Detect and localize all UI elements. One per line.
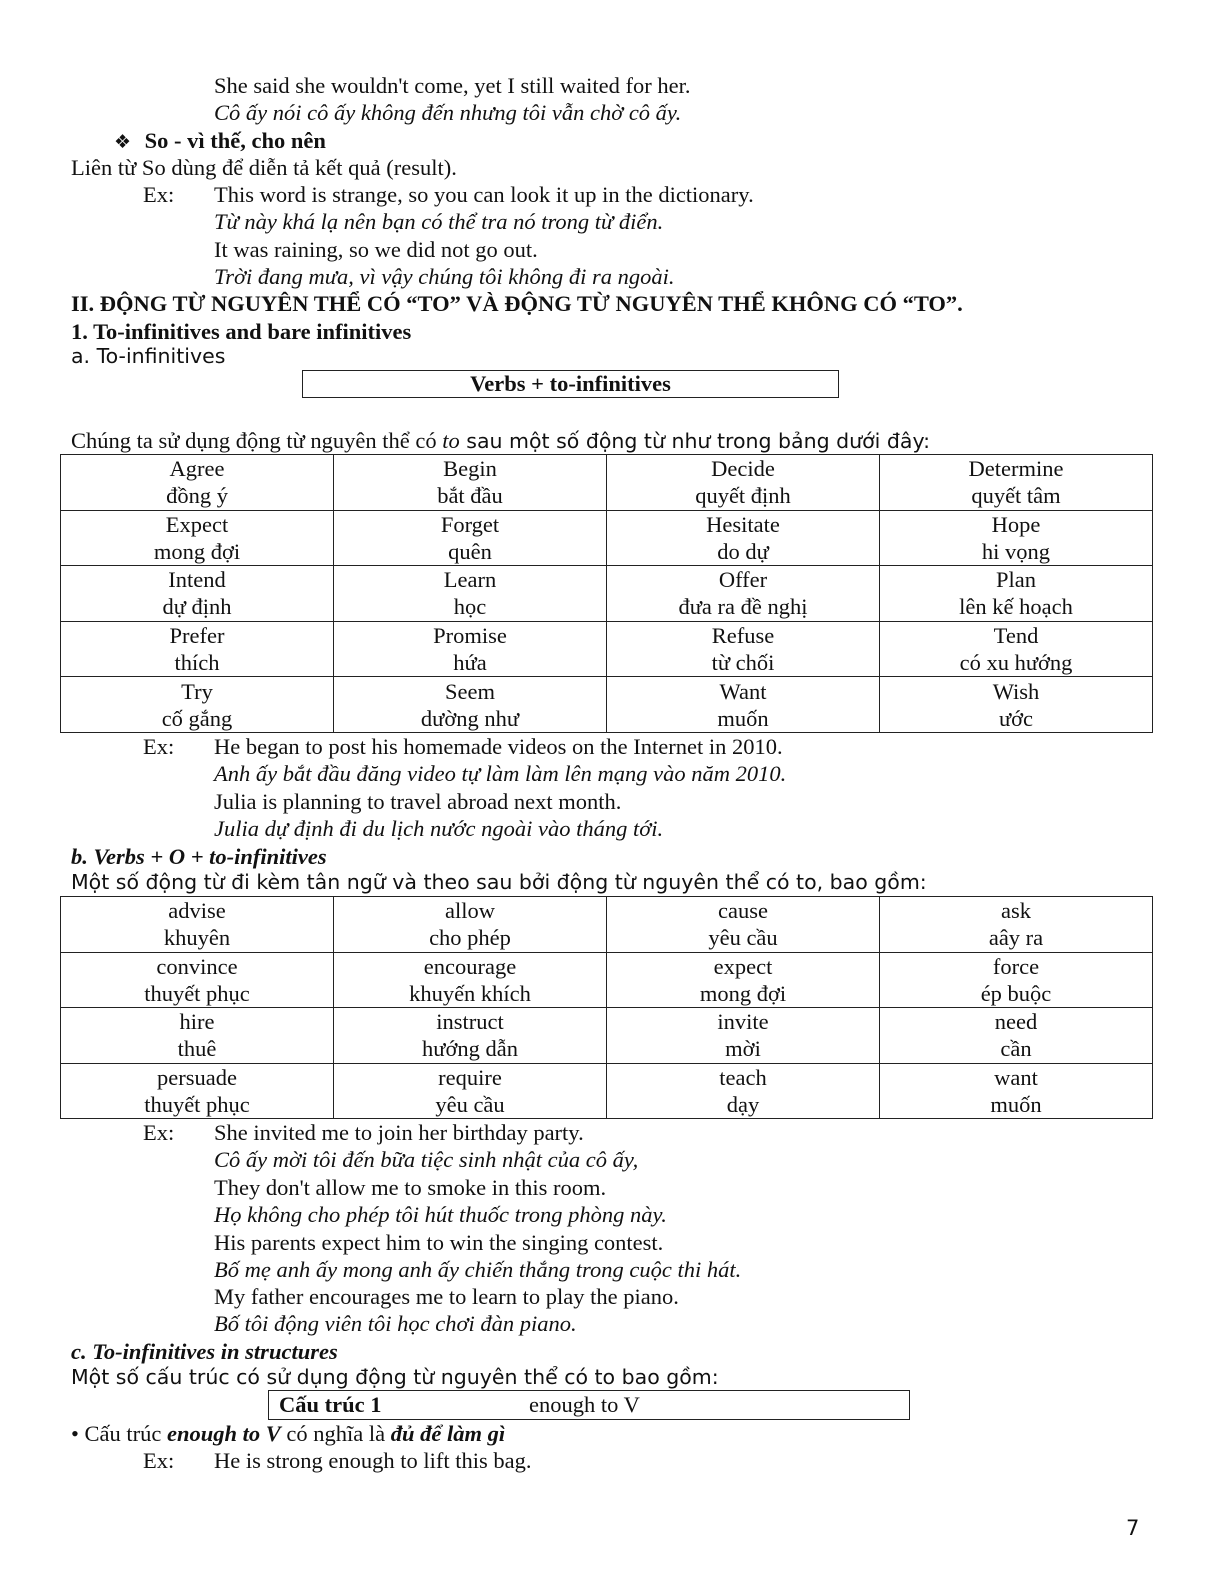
table-cell — [334, 952, 607, 1008]
verb-english: Expect — [165, 511, 229, 537]
table-cell — [334, 1063, 607, 1119]
table-cell — [61, 1063, 334, 1119]
verb-english: want — [994, 1064, 1038, 1090]
verb-vietnamese: quên — [448, 538, 492, 564]
verb-vietnamese: dạy — [726, 1091, 760, 1117]
table-cell — [334, 677, 607, 733]
ex-label: Ex: — [143, 1448, 175, 1473]
table-cell — [880, 455, 1153, 511]
verbs-to-infinitives-table — [60, 454, 1153, 733]
table-cell — [61, 455, 334, 511]
table-cell — [880, 510, 1153, 566]
ex-label: Ex: — [143, 1120, 175, 1145]
verb-vietnamese: hứa — [453, 650, 487, 676]
verb-vietnamese: yêu cầu — [435, 1091, 505, 1117]
verb-vietnamese: dự định — [162, 594, 232, 620]
verb-vietnamese: thích — [174, 650, 220, 676]
note-meaning: đủ để làm gì — [390, 1421, 506, 1446]
table-cell — [607, 621, 880, 677]
table-cell — [880, 677, 1153, 733]
note-structure: enough to V — [166, 1421, 281, 1446]
verb-vietnamese: aây ra — [988, 925, 1044, 951]
verb-english: Tend — [993, 623, 1039, 649]
table-row — [61, 1063, 1153, 1119]
verb-english: encourage — [423, 953, 517, 979]
verb-vietnamese: cho phép — [429, 925, 511, 951]
verb-vietnamese: ép buộc — [980, 980, 1052, 1006]
verb-english: Plan — [995, 567, 1036, 593]
table-cell — [607, 677, 880, 733]
table-cell — [880, 566, 1153, 622]
table-row — [61, 677, 1153, 733]
table-cell — [61, 1008, 334, 1064]
verb-vietnamese: yêu cầu — [708, 925, 778, 951]
note-prefix: • Cấu trúc — [71, 1421, 167, 1446]
diamond-bullet-icon: ❖ — [114, 131, 132, 153]
example-b-3-en: His parents expect him to win the singing contest. — [214, 1230, 664, 1255]
verb-vietnamese: quyết tâm — [971, 483, 1061, 509]
table-cell — [334, 897, 607, 953]
verb-vietnamese: có xu hướng — [959, 650, 1073, 676]
so-heading: So - vì thế, cho nên — [144, 128, 326, 153]
intro-text-sans: sau một số động từ như trong bảng dưới đây: — [459, 429, 930, 453]
section-2-title: II. ĐỘNG TỪ NGUYÊN THỂ CÓ “TO” VÀ ĐỘNG TỪ NGUYÊN THỂ KHÔNG CÓ “TO”. — [71, 291, 963, 316]
table-cell — [334, 1008, 607, 1064]
structure-1-note — [71, 1420, 505, 1447]
example-b-1-vi: Cô ấy mời tôi đến bữa tiệc sinh nhật của cô ấy, — [214, 1147, 639, 1172]
table-cell — [607, 952, 880, 1008]
so-description: Liên từ So dùng để diễn tả kết quả (result). — [71, 155, 457, 180]
table-row — [61, 510, 1153, 566]
intro-text: Chúng ta sử dụng động từ nguyên thể có — [71, 428, 443, 453]
table-cell — [607, 510, 880, 566]
table-cell — [880, 1063, 1153, 1119]
verb-vietnamese: từ chối — [711, 650, 775, 676]
table-cell — [61, 952, 334, 1008]
verb-english: Begin — [443, 456, 497, 482]
table-cell — [334, 510, 607, 566]
verb-vietnamese: khuyến khích — [409, 980, 531, 1006]
verb-vietnamese: học — [453, 594, 487, 620]
table-cell — [334, 621, 607, 677]
ex-label: Ex: — [143, 182, 175, 207]
verb-english: Seem — [445, 678, 495, 704]
example-b-4-vi: Bố tôi động viên tôi học chơi đàn piano. — [214, 1311, 577, 1336]
verb-vietnamese: đồng ý — [166, 483, 228, 509]
verb-english: instruct — [436, 1009, 504, 1035]
verb-vietnamese: cần — [1000, 1036, 1032, 1062]
verb-vietnamese: thuê — [177, 1036, 217, 1062]
table-cell — [607, 455, 880, 511]
verb-english: convince — [156, 953, 238, 979]
verb-vietnamese: mong đợi — [699, 980, 787, 1006]
table-row — [61, 455, 1153, 511]
structure-1-box — [268, 1390, 910, 1420]
verb-english: Learn — [443, 567, 497, 593]
verb-vietnamese: thuyết phục — [144, 980, 250, 1006]
section-c-intro: Một số cấu trúc có sử dụng động từ nguyên thể có to bao gồm: — [71, 1365, 719, 1389]
verb-vietnamese: mời — [725, 1036, 761, 1062]
example-b-2-en: They don't allow me to smoke in this room. — [214, 1175, 607, 1200]
verb-english: Intend — [168, 567, 226, 593]
verb-english: advise — [168, 898, 226, 924]
verb-english: cause — [718, 898, 768, 924]
verb-vietnamese: ước — [998, 705, 1034, 731]
section-c-heading: c. To-infinitives in structures — [71, 1339, 338, 1364]
so-example-1-vi: Từ này khá lạ nên bạn có thể tra nó trong từ điển. — [214, 209, 664, 234]
yet-example-en: She said she wouldn't come, yet I still waited for her. — [214, 73, 691, 98]
table-cell — [334, 566, 607, 622]
table-cell — [607, 1063, 880, 1119]
verb-english: Promise — [433, 623, 507, 649]
table-row — [61, 1008, 1153, 1064]
verb-vietnamese: khuyên — [163, 925, 231, 951]
so-example-2-vi: Trời đang mưa, vì vậy chúng tôi không đi ra ngoài. — [214, 264, 675, 289]
table-cell — [61, 566, 334, 622]
table-row — [61, 897, 1153, 953]
verb-vietnamese: hướng dẫn — [422, 1036, 518, 1062]
intro-to-word: to — [442, 428, 460, 453]
verb-vietnamese: cố gắng — [161, 705, 233, 731]
table-cell — [880, 897, 1153, 953]
verb-english: Forget — [440, 511, 500, 537]
table-cell — [607, 1008, 880, 1064]
verb-vietnamese: dường như — [420, 705, 520, 731]
table-row — [61, 952, 1153, 1008]
verb-english: invite — [717, 1009, 769, 1035]
table-cell — [61, 897, 334, 953]
example-a-1-vi: Anh ấy bắt đầu đăng video tự làm làm lên mạng vào năm 2010. — [214, 761, 787, 786]
example-a-2-vi: Julia dự định đi du lịch nước ngoài vào tháng tới. — [214, 816, 664, 841]
verb-english: Decide — [711, 456, 775, 482]
so-example-1-en: This word is strange, so you can look it up in the dictionary. — [214, 182, 754, 207]
verb-english: force — [992, 953, 1040, 979]
verb-vietnamese: mong đợi — [153, 538, 241, 564]
verb-vietnamese: hi vọng — [981, 538, 1051, 564]
note-mid: có nghĩa là — [280, 1421, 391, 1446]
subsection-1-title: 1. To-infinitives and bare infinitives — [71, 319, 412, 344]
verb-vietnamese: quyết định — [695, 483, 791, 509]
verbs-object-to-infinitives-table — [60, 896, 1153, 1119]
verb-vietnamese: muốn — [990, 1091, 1042, 1117]
page-number: 7 — [1126, 1516, 1140, 1540]
table-cell — [880, 1008, 1153, 1064]
table-cell — [607, 897, 880, 953]
so-example-2-en: It was raining, so we did not go out. — [214, 237, 538, 262]
example-b-2-vi: Họ không cho phép tôi hút thuốc trong phòng này. — [214, 1202, 667, 1227]
verb-english: Want — [719, 678, 767, 704]
example-c-1-en: He is strong enough to lift this bag. — [214, 1448, 532, 1473]
subsection-a-title: a. To-infinitives — [71, 344, 226, 368]
table-row — [61, 621, 1153, 677]
table-cell — [880, 621, 1153, 677]
example-b-1-en: She invited me to join her birthday party. — [214, 1120, 584, 1145]
verb-english: Wish — [992, 678, 1040, 704]
verb-vietnamese: thuyết phục — [144, 1091, 250, 1117]
verb-english: Offer — [718, 567, 768, 593]
verb-vietnamese: do dự — [717, 538, 769, 564]
table-cell — [61, 621, 334, 677]
example-b-3-vi: Bố mẹ anh ấy mong anh ấy chiến thắng trong cuộc thi hát. — [214, 1257, 742, 1282]
ex-label: Ex: — [143, 734, 175, 759]
section-b-intro: Một số động từ đi kèm tân ngữ và theo sau bởi động từ nguyên thể có to, bao gồm: — [71, 870, 927, 894]
structure-1-value: enough to V — [529, 1392, 640, 1417]
yet-example-vi: Cô ấy nói cô ấy không đến nhưng tôi vẫn chờ cô ấy. — [214, 100, 682, 125]
structure-1-label: Cấu trúc 1 — [279, 1392, 382, 1417]
verb-english: Determine — [968, 456, 1064, 482]
table-a-intro — [71, 427, 930, 455]
verb-english: Hope — [991, 511, 1041, 537]
so-heading-row — [114, 127, 326, 156]
verb-english: require — [438, 1064, 502, 1090]
verb-english: Refuse — [711, 623, 775, 649]
table-cell — [607, 566, 880, 622]
example-a-1-en: He began to post his homemade videos on the Internet in 2010. — [214, 734, 783, 759]
verbs-to-infinitives-box: Verbs + to-infinitives — [302, 370, 839, 398]
verb-english: hire — [179, 1009, 215, 1035]
verb-english: ask — [1001, 898, 1031, 924]
section-b-heading: b. Verbs + O + to-infinitives — [71, 844, 327, 869]
verb-english: Agree — [169, 456, 225, 482]
table-cell — [880, 952, 1153, 1008]
verb-english: Prefer — [169, 623, 225, 649]
verb-english: allow — [445, 898, 495, 924]
table-cell — [61, 510, 334, 566]
verb-english: need — [994, 1009, 1038, 1035]
table-row — [61, 566, 1153, 622]
verb-english: Try — [181, 678, 213, 704]
example-b-4-en: My father encourages me to learn to play the piano. — [214, 1284, 679, 1309]
table-cell — [334, 455, 607, 511]
verb-vietnamese: đưa ra đề nghị — [678, 594, 808, 620]
verb-english: persuade — [157, 1064, 237, 1090]
verb-english: expect — [713, 953, 773, 979]
verb-english: Hesitate — [706, 511, 780, 537]
table-cell — [61, 677, 334, 733]
verb-english: teach — [719, 1064, 767, 1090]
verb-vietnamese: lên kế hoạch — [959, 594, 1073, 620]
example-a-2-en: Julia is planning to travel abroad next month. — [214, 789, 622, 814]
verb-vietnamese: muốn — [717, 705, 769, 731]
verb-vietnamese: bắt đầu — [437, 483, 503, 509]
